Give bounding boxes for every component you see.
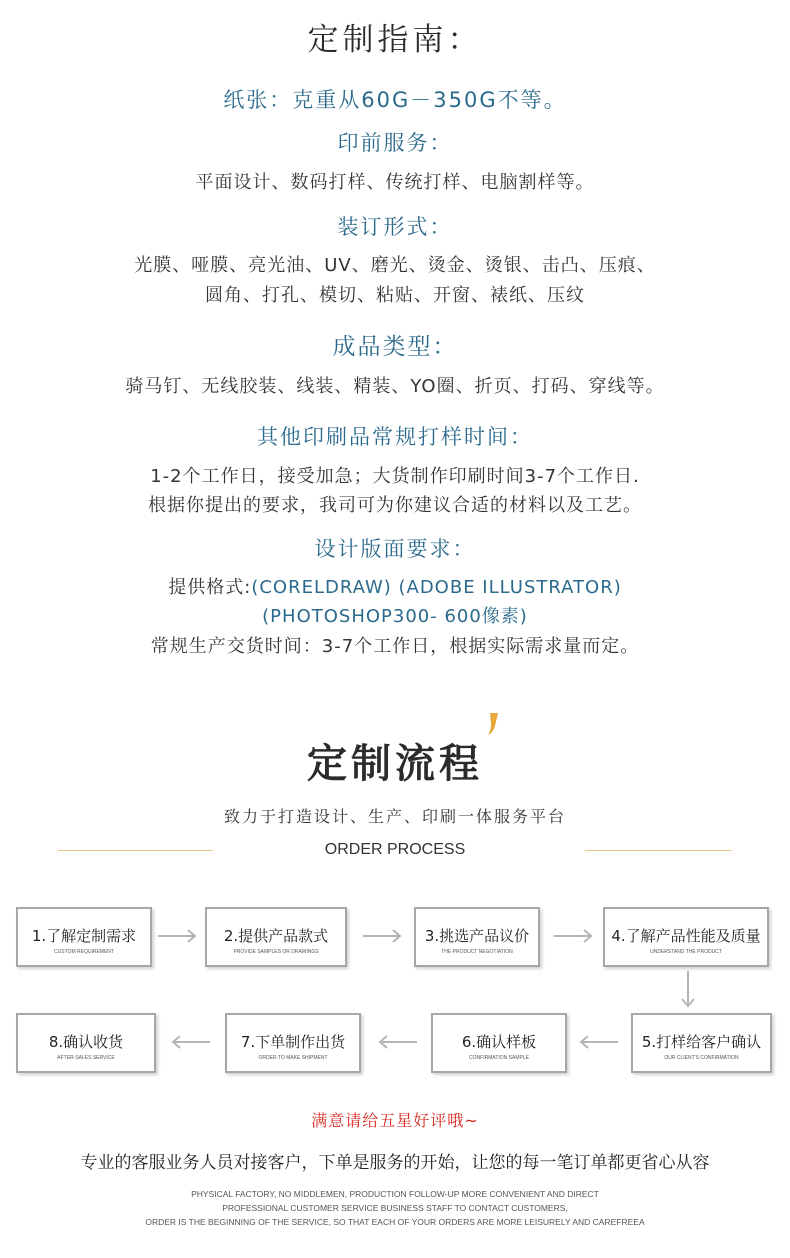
five-star-note: 满意请给五星好评哦~ xyxy=(311,1111,479,1130)
step-1-label: 1.了解定制需求 xyxy=(31,927,137,945)
arrow-right-icon xyxy=(157,928,199,944)
binding-line-1: 光膜、哑膜、亮光油、UV、磨光、烫金、烫银、击凸、压痕、 xyxy=(134,255,656,276)
process-title: 定制流程 xyxy=(307,741,483,787)
step-1-box xyxy=(16,907,152,967)
arrow-right-icon xyxy=(362,928,404,944)
step-3-box xyxy=(414,907,540,967)
step-4-box xyxy=(603,907,769,967)
step-7-label: 7.下单制作出货 xyxy=(240,1033,346,1051)
format-label: 提供格式: xyxy=(168,577,252,598)
step-8-box xyxy=(16,1013,156,1073)
arrow-left-icon xyxy=(577,1034,619,1050)
english-line-2: PROFESSIONAL CUSTOMER SERVICE BUSINESS STAFF TO CONTACT CUSTOMERS, xyxy=(222,1203,568,1213)
english-line-1: PHYSICAL FACTORY, NO MIDDLEMEN, PRODUCTION FOLLOW-UP MORE CONVENIENT AND DIRECT xyxy=(191,1189,599,1199)
step-7-sub: ORDER TO MAKE SHIPMENT xyxy=(258,1055,328,1061)
prepress-text: 平面设计、数码打样、传统打样、电脑割样等。 xyxy=(195,172,595,193)
step-8-sub: AFTER-SALES SERVICE xyxy=(57,1055,115,1061)
step-2-box xyxy=(205,907,347,967)
step-6-box xyxy=(431,1013,567,1073)
delivery-text: 常规生产交货时间：3-7个工作日，根据实际需求量而定。 xyxy=(150,636,640,657)
format-line xyxy=(0,573,790,599)
step-2-sub: PROVIDE SAMPLES OR DRAWINGS xyxy=(233,949,319,955)
product-text: 骑马钉、无线胶装、线装、精装、YO圈、折页、打码、穿线等。 xyxy=(125,376,665,397)
step-1-sub: CUSTOM REQUIREMENT xyxy=(54,949,114,955)
binding-heading: 装订形式： xyxy=(337,215,453,239)
step-3-label: 3.挑选产品议价 xyxy=(424,927,530,945)
order-process-label: ORDER PROCESS xyxy=(324,841,466,858)
other-line-1: 1-2个工作日，接受加急；大货制作印刷时间3-7个工作日. xyxy=(150,466,640,487)
step-5-label: 5.打样给客户确认 xyxy=(641,1033,762,1051)
design-heading: 设计版面要求： xyxy=(314,537,476,561)
arrow-down-icon xyxy=(680,970,696,1010)
arrow-left-icon xyxy=(169,1034,211,1050)
other-line-2: 根据你提出的要求，我司可为你建议合适的材料以及工艺。 xyxy=(148,495,642,516)
other-heading: 其他印刷品常规打样时间： xyxy=(257,425,533,449)
process-subtitle: 致力于打造设计、生产、印刷一体服务平台 xyxy=(223,807,566,826)
step-3-sub: THE PRODUCT NEGOTIATION xyxy=(441,949,513,955)
arrow-right-icon xyxy=(553,928,595,944)
step-6-sub: CONFIRMATION SAMPLE xyxy=(469,1055,529,1061)
product-heading: 成品类型： xyxy=(332,334,458,360)
service-slogan: 专业的客服业务人员对接客户，下单是服务的开始，让您的每一笔订单都更省心从容 xyxy=(80,1153,710,1173)
arrow-left-icon xyxy=(376,1034,418,1050)
step-8-label: 8.确认收货 xyxy=(48,1033,124,1051)
step-4-label: 4.了解产品性能及质量 xyxy=(611,927,761,945)
prepress-heading: 印前服务： xyxy=(337,131,453,155)
step-5-sub: OUR CLIENT'S CONFIRMATION xyxy=(664,1055,739,1061)
step-7-box xyxy=(225,1013,361,1073)
divider-right xyxy=(585,850,732,851)
step-2-label: 2.提供产品款式 xyxy=(223,927,329,945)
guide-title: 定制指南： xyxy=(307,22,483,58)
step-6-label: 6.确认样板 xyxy=(461,1033,537,1051)
format-value: (CORELDRAW) (ADOBE ILLUSTRATOR) xyxy=(251,577,622,598)
binding-line-2: 圆角、打孔、模切、粘贴、开窗、裱纸、压纹 xyxy=(205,285,585,306)
step-5-box xyxy=(631,1013,772,1073)
step-4-sub: UNDERSTAND THE PRODUCT xyxy=(650,949,722,955)
format-line-2: (PHOTOSHOP300- 600像素) xyxy=(262,606,528,627)
paper-spec: 纸张：克重从60G－350G不等。 xyxy=(223,88,567,112)
accent-mark-icon xyxy=(486,712,500,736)
english-line-3: ORDER IS THE BEGINNING OF THE SERVICE, SO THAT EACH OF YOUR ORDERS ARE MORE LEISURELY AND CAREFREEA xyxy=(145,1217,645,1227)
